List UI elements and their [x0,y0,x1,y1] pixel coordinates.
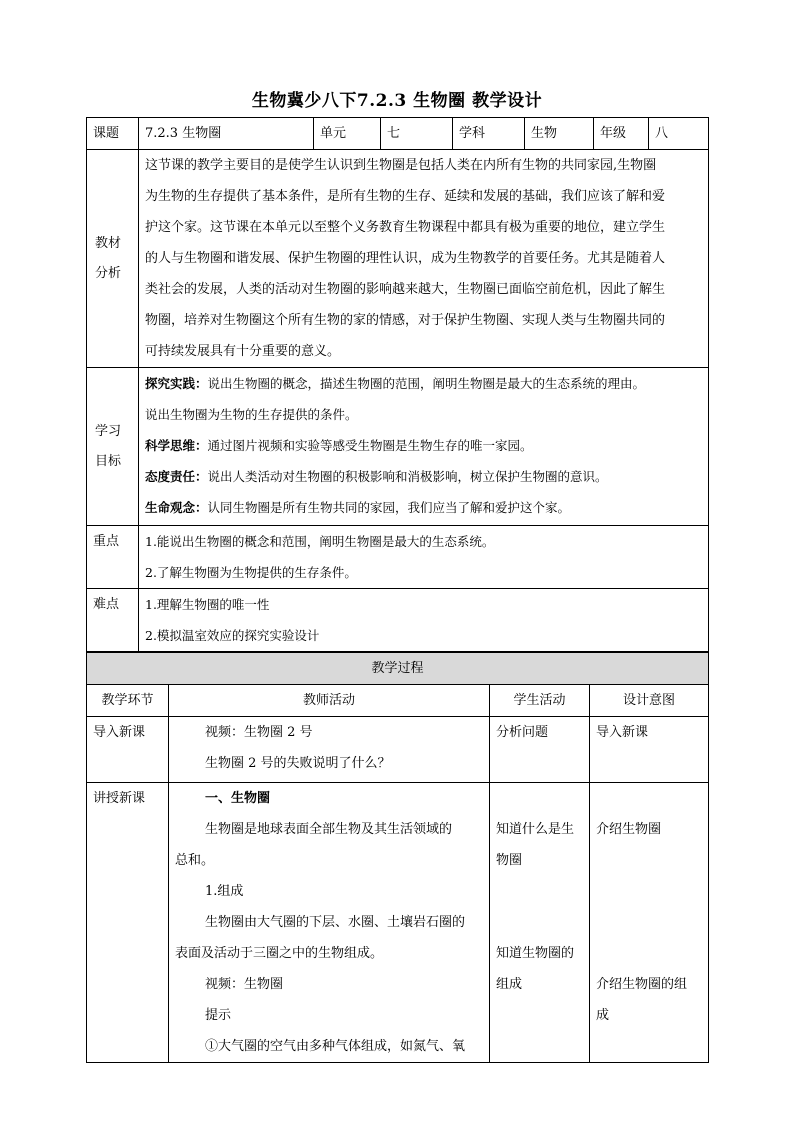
jiaocai-line: 护这个家。这节课在本单元以至整个义务教育生物课程中都具有极为重要的地位，建立学生 [145,220,666,235]
nandian-label: 难点 [87,589,139,652]
zhongdian-label: 重点 [87,526,139,589]
nianji-value: 八 [649,118,709,150]
nandian-line: 1.理解生物圈的唯一性 [145,597,270,612]
row2-intent-line: 介绍生物圈 [596,822,662,837]
lesson-info-table [86,117,709,652]
mubiao-label-2: 目标 [95,453,122,469]
row2-tishi: 提示 [205,1008,232,1023]
row1-intent: 导入新课 [590,717,709,783]
mubiao-item [145,492,702,523]
row2-student-line: 组成 [496,977,523,992]
mubiao-content [139,368,709,526]
mubiao-label-cell [87,368,139,526]
page-title: 生物冀少八下7.2.3 生物圈 教学设计 [251,91,543,111]
row2-note: ①大气圈的空气由多种气体组成，如氮气、氧 [205,1039,466,1054]
nandian-content [139,589,709,652]
row2-video: 视频：生物圈 [205,977,284,992]
mubiao-item [145,430,702,461]
row2-comp-line: 表面及活动于三圈之中的生物组成。 [175,946,384,961]
jiaocai-line: 这节课的教学主要目的是使学生认识到生物圈是包括人类在内所有生物的共同家园,生物圈 [145,158,657,173]
row1-student: 分析问题 [490,717,590,783]
xueke-label: 学科 [453,118,525,150]
nandian-line: 2.模拟温室效应的探究实验设计 [145,628,320,643]
row2-zucheng: 1.组成 [205,884,244,899]
row2-student [490,783,590,1063]
mubiao-item-head: 探究实践： [145,376,208,391]
keti-label: 课题 [87,118,139,150]
jiaocai-line: 可持续发展具有十分重要的意义。 [145,344,341,359]
process-title: 教学过程 [87,653,709,685]
mubiao-item [145,399,702,430]
teaching-process-table [86,652,709,1063]
mubiao-item-text: 通过图片视频和实验等感受生物圈是生物生存的唯一家园。 [207,438,533,453]
row2-student-line: 知道生物圈的 [496,946,575,961]
nianji-label: 年级 [594,118,649,150]
zhongdian-line: 1.能说出生物圈的概念和范围，阐明生物圈是最大的生态系统。 [145,534,495,549]
mubiao-item-text: 认同生物圈是所有生物共同的家园，我们应当了解和爱护这个家。 [207,500,571,515]
zhongdian-line: 2.了解生物圈为生物提供的生存条件。 [145,565,357,580]
row1-teacher [169,717,490,783]
mubiao-item [145,368,702,399]
jiaocai-label-cell [87,150,139,368]
row1-teacher-line: 视频：生物圈 2 号 [205,725,313,740]
row2-stage: 讲授新课 [87,783,169,1063]
row1-stage: 导入新课 [87,717,169,783]
col-header-stage: 教学环节 [87,685,169,717]
row2-heading: 一、生物圈 [205,791,271,806]
keti-value: 7.2.3 生物圈 [139,118,314,150]
row2-teacher [169,783,490,1063]
row2-comp-line: 生物圈由大气圈的下层、水圈、土壤岩石圈的 [205,915,466,930]
xueke-value: 生物 [525,118,594,150]
danyuan-value: 七 [381,118,453,150]
mubiao-item-text: 说出人类活动对生物圈的积极影响和消极影响，树立保护生物圈的意识。 [207,469,608,484]
row2-def-line: 总和。 [175,853,215,868]
mubiao-item-head: 科学思维： [145,438,208,453]
jiaocai-line: 为生物的生存提供了基本条件，是所有生物的生存、延续和发展的基础，我们应该了解和爱 [145,189,666,204]
row2-intent-line: 成 [596,1008,610,1023]
mubiao-label-1: 学习 [95,423,122,439]
col-header-teacher: 教师活动 [169,685,490,717]
mubiao-item-head: 态度责任： [145,469,208,484]
row1-teacher-line: 生物圈 2 号的失败说明了什么？ [205,756,391,771]
jiaocai-content [139,150,709,368]
row2-student-line: 物圈 [496,853,523,868]
mubiao-item-head: 生命观念： [145,500,208,515]
zhongdian-content [139,526,709,589]
jiaocai-label-1: 教材 [95,235,122,251]
jiaocai-label-2: 分析 [95,265,122,281]
row2-def-line: 生物圈是地球表面全部生物及其生活领域的 [205,822,453,837]
jiaocai-line: 物圈，培养对生物圈这个所有生物的家的情感，对于保护生物圈、实现人类与生物圈共同的 [145,313,666,328]
row2-intent-line: 介绍生物圈的组 [596,977,688,992]
jiaocai-line: 类社会的发展，人类的活动对生物圈的影响越来越大，生物圈已面临空前危机，因此了解生 [145,282,666,297]
mubiao-item [145,461,702,492]
mubiao-item-text: 说出生物圈的概念，描述生物圈的范围，阐明生物圈是最大的生态系统的理由。 [207,376,646,391]
jiaocai-line: 的人与生物圈和谐发展、保护生物圈的理性认识，成为生物教学的首要任务。尤其是随着人 [145,251,666,266]
row2-intent [590,783,709,1063]
col-header-student: 学生活动 [490,685,590,717]
row2-student-line: 知道什么是生 [496,822,575,837]
mubiao-item-text: 说出生物圈为生物的生存提供的条件。 [145,407,358,422]
col-header-intent: 设计意图 [590,685,709,717]
danyuan-label: 单元 [314,118,381,150]
